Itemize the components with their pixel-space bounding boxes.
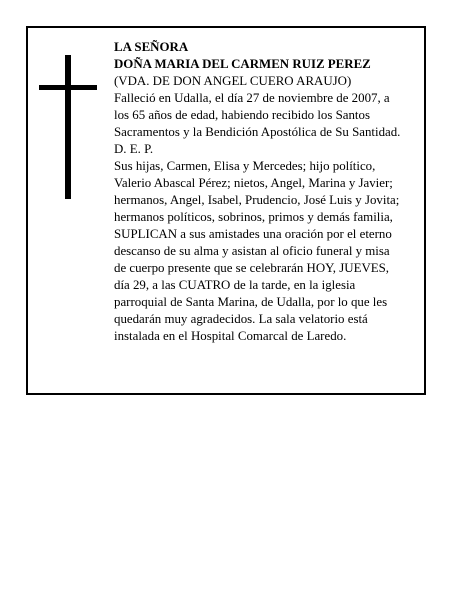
cross-vertical-bar bbox=[65, 55, 71, 199]
obituary-notice-frame bbox=[26, 26, 426, 395]
body-line: los 65 años de edad, habiendo recibido los Santos bbox=[114, 108, 370, 122]
deceased-name: DOÑA MARIA DEL CARMEN RUIZ PEREZ bbox=[114, 57, 371, 71]
body-line: parroquial de Santa Marina, de Udalla, por lo que les bbox=[114, 295, 388, 309]
widow-of-line: (VDA. DE DON ANGEL CUERO ARAUJO) bbox=[114, 74, 352, 88]
body-line: Valerio Abascal Pérez; nietos, Angel, Marina y Javier; bbox=[114, 176, 393, 190]
body-line: descanso de su alma y asistan al oficio funeral y misa bbox=[114, 244, 390, 258]
body-line: SUPLICAN a sus amistades una oración por el eterno bbox=[114, 227, 392, 241]
body-line: hermanos políticos, sobrinos, primos y demás familia, bbox=[114, 210, 393, 224]
body-line: Falleció en Udalla, el día 27 de noviembre de 2007, a bbox=[114, 91, 390, 105]
body-line: día 29, a las CUATRO de la tarde, en la iglesia bbox=[114, 278, 356, 292]
obituary-text bbox=[114, 39, 424, 345]
notice-title-line: LA SEÑORA bbox=[114, 40, 189, 54]
body-line: de cuerpo presente que se celebrarán HOY, JUEVES, bbox=[114, 261, 390, 275]
body-line: Sus hijas, Carmen, Elisa y Mercedes; hijo político, bbox=[114, 159, 376, 173]
body-line: instalada en el Hospital Comarcal de Laredo. bbox=[114, 329, 347, 343]
body-line: quedarán muy agradecidos. La sala velatorio está bbox=[114, 312, 368, 326]
rip-line: D. E. P. bbox=[114, 142, 154, 156]
body-line: hermanos, Angel, Isabel, Prudencio, José Luis y Jovita; bbox=[114, 193, 400, 207]
body-line: Sacramentos y la Bendición Apostólica de Su Santidad. bbox=[114, 125, 401, 139]
cross-horizontal-bar bbox=[39, 85, 97, 90]
cross-icon bbox=[39, 55, 99, 199]
